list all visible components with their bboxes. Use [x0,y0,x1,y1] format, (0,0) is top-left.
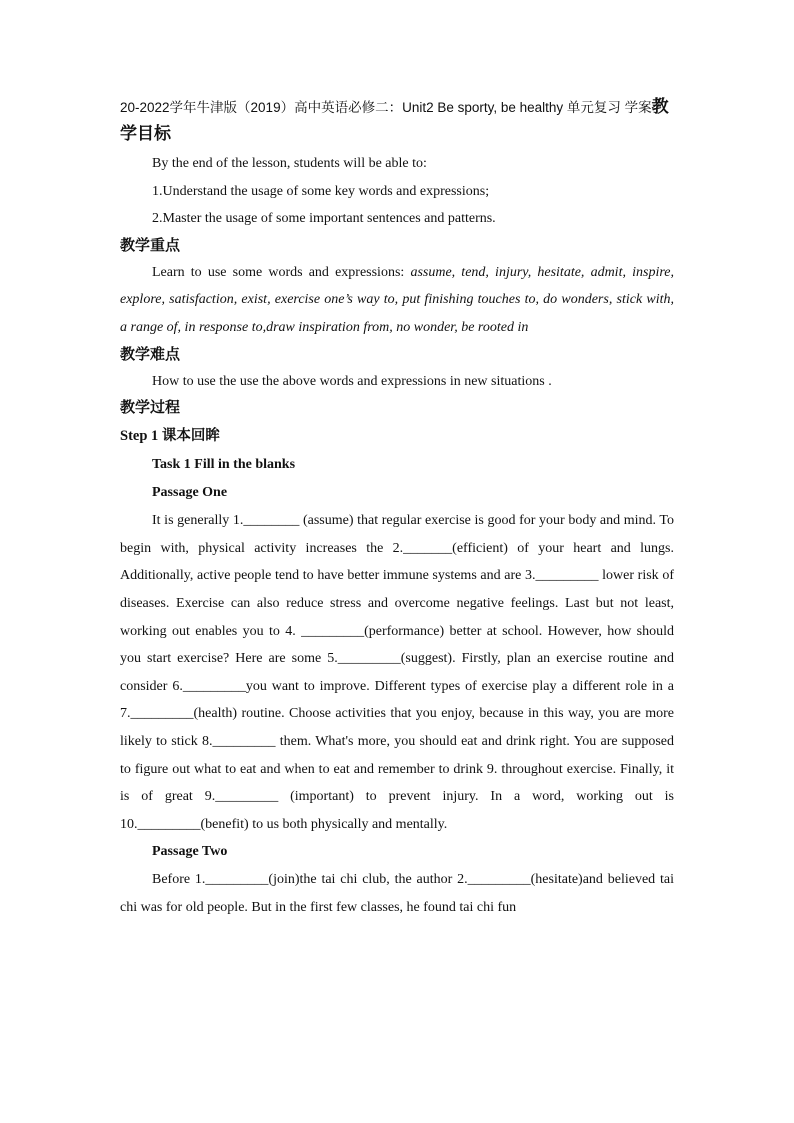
passage-two-text: Before 1._________(join)the tai chi club, the author 2._________(hesitate)and believed tai chi was for old people. But in the first few classes, he found tai chi fun [120,872,674,915]
key-terms-rest: inspire, explore, satisfaction, exist, exercise one’s way to, put finishing touches to, do wonders, stick with, a range of, in response to,draw inspiration from, no wonder, be rooted in [120,264,674,335]
document-title [120,94,674,148]
step-1-heading [120,421,674,451]
key-points-lead: Learn to use some words and expressions: [152,264,411,280]
task-1-heading: Task 1 Fill in the blanks [152,457,296,473]
document-title-main: 20-2022学年牛津版（2019）高中英语必修二：Unit2 Be sporty, be healthy 单元复习 学案 [120,100,652,115]
objectives-heading: 教学目标 [120,97,669,143]
objective-item-2: 2.Master the usage of some important sentences and patterns. [152,211,496,227]
key-points-heading: 教学重点 [120,236,181,254]
key-points-text [120,259,674,342]
document-content [120,94,674,921]
objective-item-1: 1.Understand the usage of some key words and expressions; [152,183,490,199]
process-heading: 教学过程 [120,399,181,417]
step-1-title: 课本回眸 [161,428,220,445]
difficulties-text: How to use the use the above words and expressions in new situations . [152,373,552,389]
step-1-label: Step 1 [120,428,162,445]
passage-two-title: Passage Two [152,844,228,860]
passage-one-title: Passage One [152,485,228,501]
difficulties-heading: 教学难点 [120,345,181,363]
objectives-intro: By the end of the lesson, students will be able to: [152,156,427,171]
key-terms-line1: assume, tend, injury, hesitate, admit, [410,264,626,280]
passage-one-text: It is generally 1.________ (assume) that regular exercise is good for your body and mind. To begin with, physical activity increases the 2._______(efficient) of your heart and lungs. Additionally, active people tend to have better immune systems and are 3._________ lower risk of diseases. Exercise can also reduce stress and overcome negative feelings. Last but not least, working out enables you to 4. _________(performance) better at school. However, how should you start exercise? Here are some 5._________(suggest). Firstly, plan an exercise routine and consider 6._________you want to improve. Different types of exercise play a different role in a 7._________(health) routine. Choose activities that you enjoy, because in this way, you are more likely to stick 8._________ them. What's more, you should eat and drink right. You are supposed to figure out what to eat and when to eat and remember to drink 9. throughout exercise. Finally, it is of great 9._________ (important) to prevent injury. In a word, working out is 10._________(benefit) to us both physically and mentally. [120,513,674,832]
